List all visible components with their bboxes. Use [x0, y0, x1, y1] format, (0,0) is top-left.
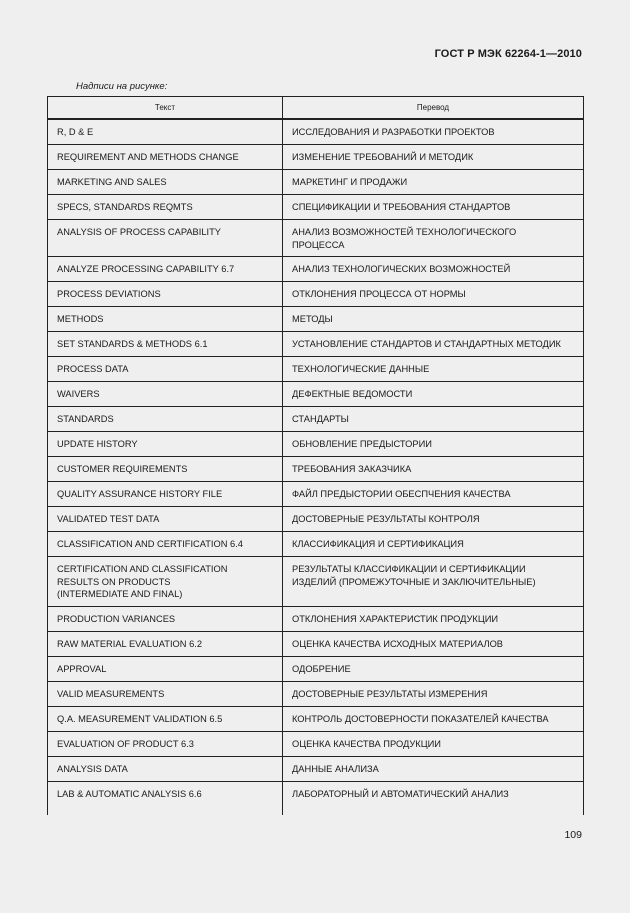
cell-english-term: STANDARDS — [48, 407, 283, 432]
cell-english-term: PRODUCTION VARIANCES — [48, 606, 283, 631]
cell-english-term: CUSTOMER REQUIREMENTS — [48, 457, 283, 482]
table-row — [48, 145, 584, 170]
table-row — [48, 631, 584, 656]
cell-russian-translation: КЛАССИФИКАЦИЯ И СЕРТИФИКАЦИЯ — [283, 532, 584, 557]
cell-english-term: Q.A. MEASUREMENT VALIDATION 6.5 — [48, 706, 283, 731]
table-row — [48, 307, 584, 332]
cell-russian-translation: ТРЕБОВАНИЯ ЗАКАЗЧИКА — [283, 457, 584, 482]
cell-russian-translation: АНАЛИЗ ТЕХНОЛОГИЧЕСКИХ ВОЗМОЖНОСТЕЙ — [283, 257, 584, 282]
cell-russian-translation: УСТАНОВЛЕНИЕ СТАНДАРТОВ И СТАНДАРТНЫХ МЕТОДИК — [283, 332, 584, 357]
table-row — [48, 357, 584, 382]
cell-russian-translation: ФАЙЛ ПРЕДЫСТОРИИ ОБЕСПЧЕНИЯ КАЧЕСТВА — [283, 482, 584, 507]
cell-english-term: MARKETING AND SALES — [48, 170, 283, 195]
table-row — [48, 606, 584, 631]
column-header-translation: Перевод — [283, 97, 584, 120]
cell-english-term: SET STANDARDS & METHODS 6.1 — [48, 332, 283, 357]
translation-table — [47, 96, 584, 815]
table-row — [48, 170, 584, 195]
cell-english-term: UPDATE HISTORY — [48, 432, 283, 457]
table-row — [48, 756, 584, 781]
table-row — [48, 482, 584, 507]
cell-russian-translation: МАРКЕТИНГ И ПРОДАЖИ — [283, 170, 584, 195]
cell-english-term: APPROVAL — [48, 656, 283, 681]
cell-russian-translation: ДАННЫЕ АНАЛИЗА — [283, 756, 584, 781]
cell-russian-translation: ОТКЛОНЕНИЯ ПРОЦЕССА ОТ НОРМЫ — [283, 282, 584, 307]
table-row — [48, 119, 584, 145]
cell-russian-translation: ИЗМЕНЕНИЕ ТРЕБОВАНИЙ И МЕТОДИК — [283, 145, 584, 170]
cell-russian-translation: КОНТРОЛЬ ДОСТОВЕРНОСТИ ПОКАЗАТЕЛЕЙ КАЧЕСТВА — [283, 706, 584, 731]
cell-russian-translation: ЛАБОРАТОРНЫЙ И АВТОМАТИЧЕСКИЙ АНАЛИЗ — [283, 781, 584, 815]
table-row — [48, 532, 584, 557]
cell-english-term: CLASSIFICATION AND CERTIFICATION 6.4 — [48, 532, 283, 557]
cell-english-term: METHODS — [48, 307, 283, 332]
table-row — [48, 706, 584, 731]
cell-russian-translation: ОЦЕНКА КАЧЕСТВА ИСХОДНЫХ МАТЕРИАЛОВ — [283, 631, 584, 656]
cell-english-term: ANALYSIS DATA — [48, 756, 283, 781]
cell-russian-translation: АНАЛИЗ ВОЗМОЖНОСТЕЙ ТЕХНОЛОГИЧЕСКОГО ПРОЦЕССА — [283, 220, 584, 257]
table-row — [48, 407, 584, 432]
cell-english-term: RAW MATERIAL EVALUATION 6.2 — [48, 631, 283, 656]
table-row — [48, 282, 584, 307]
table-row — [48, 681, 584, 706]
cell-english-term: SPECS, STANDARDS REQMTS — [48, 195, 283, 220]
table-row — [48, 432, 584, 457]
cell-english-term: ANALYSIS OF PROCESS CAPABILITY — [48, 220, 283, 257]
table-row — [48, 557, 584, 607]
cell-russian-translation: МЕТОДЫ — [283, 307, 584, 332]
cell-russian-translation: ДЕФЕКТНЫЕ ВЕДОМОСТИ — [283, 382, 584, 407]
cell-english-term: VALID MEASUREMENTS — [48, 681, 283, 706]
cell-english-term: WAIVERS — [48, 382, 283, 407]
cell-russian-translation: ОТКЛОНЕНИЯ ХАРАКТЕРИСТИК ПРОДУКЦИИ — [283, 606, 584, 631]
cell-english-term: REQUIREMENT AND METHODS CHANGE — [48, 145, 283, 170]
table-row — [48, 257, 584, 282]
table-row — [48, 195, 584, 220]
cell-english-term: CERTIFICATION AND CLASSIFICATION RESULTS ON PRODUCTS (INTERMEDIATE AND FINAL) — [48, 557, 283, 607]
table-row — [48, 507, 584, 532]
cell-russian-translation: РЕЗУЛЬТАТЫ КЛАССИФИКАЦИИ И СЕРТИФИКАЦИИ ИЗДЕЛИЙ (ПРОМЕЖУТОЧНЫЕ И ЗАКЛЮЧИТЕЛЬНЫЕ) — [283, 557, 584, 607]
cell-english-term: R, D & E — [48, 119, 283, 145]
standard-header: ГОСТ Р МЭК 62264-1—2010 — [434, 48, 582, 60]
table-header-row — [48, 97, 584, 120]
cell-english-term: PROCESS DATA — [48, 357, 283, 382]
table-row — [48, 781, 584, 815]
cell-russian-translation: ТЕХНОЛОГИЧЕСКИЕ ДАННЫЕ — [283, 357, 584, 382]
table-row — [48, 457, 584, 482]
table-row — [48, 220, 584, 257]
cell-russian-translation: ДОСТОВЕРНЫЕ РЕЗУЛЬТАТЫ КОНТРОЛЯ — [283, 507, 584, 532]
cell-english-term: ANALYZE PROCESSING CAPABILITY 6.7 — [48, 257, 283, 282]
figure-caption: Надписи на рисунке: — [76, 81, 168, 92]
table-body — [48, 119, 584, 815]
cell-russian-translation: ИССЛЕДОВАНИЯ И РАЗРАБОТКИ ПРОЕКТОВ — [283, 119, 584, 145]
cell-russian-translation: ОБНОВЛЕНИЕ ПРЕДЫСТОРИИ — [283, 432, 584, 457]
cell-russian-translation: ДОСТОВЕРНЫЕ РЕЗУЛЬТАТЫ ИЗМЕРЕНИЯ — [283, 681, 584, 706]
cell-english-term: LAB & AUTOMATIC ANALYSIS 6.6 — [48, 781, 283, 815]
table-row — [48, 731, 584, 756]
cell-english-term: EVALUATION OF PRODUCT 6.3 — [48, 731, 283, 756]
page-number: 109 — [564, 829, 582, 841]
cell-russian-translation: ОДОБРЕНИЕ — [283, 656, 584, 681]
cell-russian-translation: СПЕЦИФИКАЦИИ И ТРЕБОВАНИЯ СТАНДАРТОВ — [283, 195, 584, 220]
column-header-text: Текст — [48, 97, 283, 120]
cell-russian-translation: ОЦЕНКА КАЧЕСТВА ПРОДУКЦИИ — [283, 731, 584, 756]
cell-russian-translation: СТАНДАРТЫ — [283, 407, 584, 432]
cell-english-term: PROCESS DEVIATIONS — [48, 282, 283, 307]
cell-english-term: QUALITY ASSURANCE HISTORY FILE — [48, 482, 283, 507]
table-row — [48, 382, 584, 407]
cell-english-term: VALIDATED TEST DATA — [48, 507, 283, 532]
table-row — [48, 332, 584, 357]
table-row — [48, 656, 584, 681]
